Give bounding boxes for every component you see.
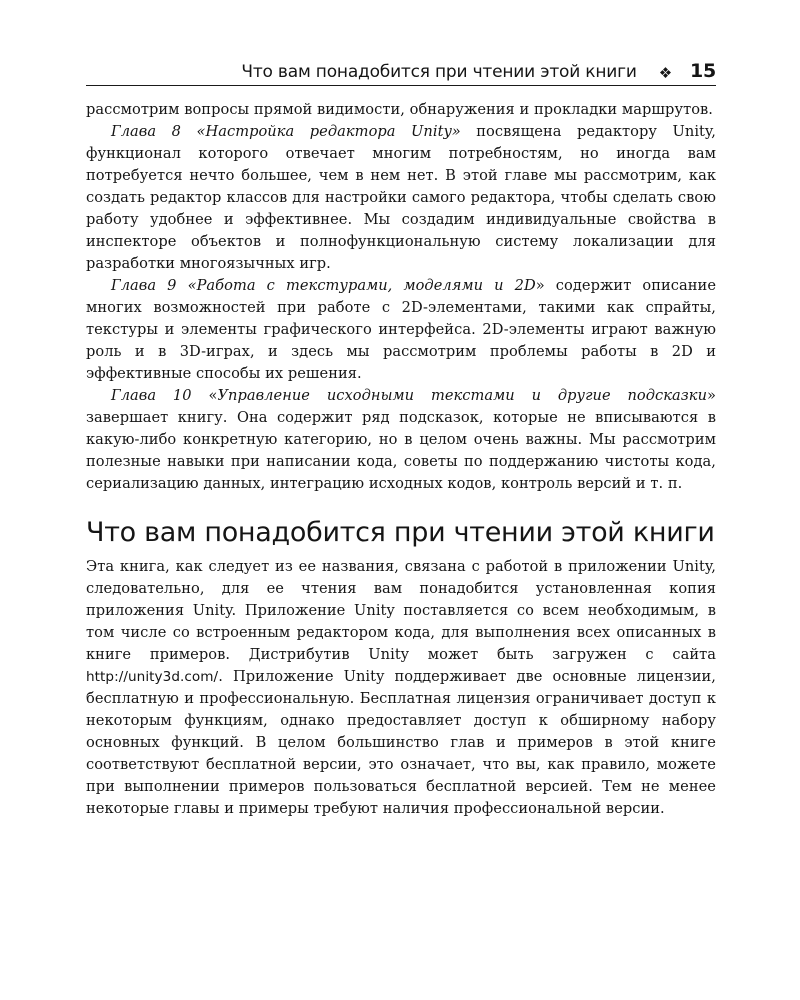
requirements-text-2: . Приложение Unity поддерживает две основные лицензии, бесплатную и профессиональную. Бесплатная лицензия ограничивает доступ к некоторым функциям, однако предоставляет доступ к обширному набору основных функций. В целом большинство глав и примеров в этой книге соответствуют бесплатной версии, это означает, что вы, как правило, можете при выполнении примеров пользоваться бесплатной версией. Тем не менее некоторые главы и примеры требуют наличия профессиональной версии. xyxy=(86,668,716,817)
chapter-8-text: посвящена редактору Unity, функционал которого отвечает многим потребностям, но иногда вам потребуется нечто большее, чем в нем нет. В этой главе мы рассмотрим, как создать редактор классов для настройки самого редактора, чтобы сделать свою работу удобнее и эффективнее. Мы создадим индивидуальные свойства в инспекторе объектов и полнофункциональную систему локализации для разработки многоязычных игр. xyxy=(86,123,716,272)
running-header xyxy=(86,52,716,86)
chapter-10-title-suffix: » xyxy=(707,387,717,404)
unity-url-link[interactable]: http://unity3d.com/ xyxy=(86,669,219,685)
chapter-9-paragraph xyxy=(86,275,716,385)
chapter-10-title: Управление исходными текстами и другие подсказки xyxy=(217,387,708,404)
requirements-paragraph xyxy=(86,556,716,820)
chapter-10-label: Глава 10 xyxy=(111,387,192,404)
intro-text: рассмотрим вопросы прямой видимости, обнаружения и прокладки маршрутов. xyxy=(86,101,713,118)
chapter-8-title: Глава 8 «Настройка редактора Unity» xyxy=(111,123,461,140)
ornament-icon: ❖ xyxy=(658,64,672,82)
chapter-9-title-suffix: » xyxy=(535,277,545,294)
requirements-text-1: Эта книга, как следует из ее названия, связана с работой в приложении Unity, следовательно, для ее чтения вам понадобится установленная копия приложения Unity. Приложение Unity поставляется со всем необходимым, в том числе со встроенным редактором кода, для выполнения всех описанных в книге примеров. Дистрибутив Unity может быть загружен с сайта xyxy=(86,558,716,663)
section-heading: Что вам понадобится при чтении этой книги xyxy=(86,517,715,548)
chapter-9-text: содержит описание многих возможностей при работе с 2D-элементами, такими как спрайты, текстуры и элементы графического интерфейса. 2D-элементы играют важную роль и в 3D-играх, и здесь мы рассмотрим проблемы работы в 2D и эффективные способы их решения. xyxy=(86,277,717,382)
chapter-10-text: завершает книгу. Она содержит ряд подсказок, которые не вписываются в какую-либо конкретную категорию, но в целом очень важны. Мы рассмотрим полезные навыки при написании кода, советы по поддержанию чистоты кода, сериализацию данных, интеграцию исходных кодов, контроль версий и т. п. xyxy=(86,409,716,492)
intro-paragraph xyxy=(86,99,716,121)
chapter-10-title-mid: « xyxy=(191,387,218,404)
book-page xyxy=(86,52,716,820)
running-title: Что вам понадобится при чтении этой книги xyxy=(241,62,637,82)
chapter-9-title-prefix: Глава 9 « xyxy=(111,277,197,294)
page-number: 15 xyxy=(689,60,716,82)
chapter-8-paragraph xyxy=(86,121,716,275)
chapter-9-title: Работа с текстурами, моделями и 2D xyxy=(196,277,536,294)
chapter-10-paragraph xyxy=(86,385,716,495)
